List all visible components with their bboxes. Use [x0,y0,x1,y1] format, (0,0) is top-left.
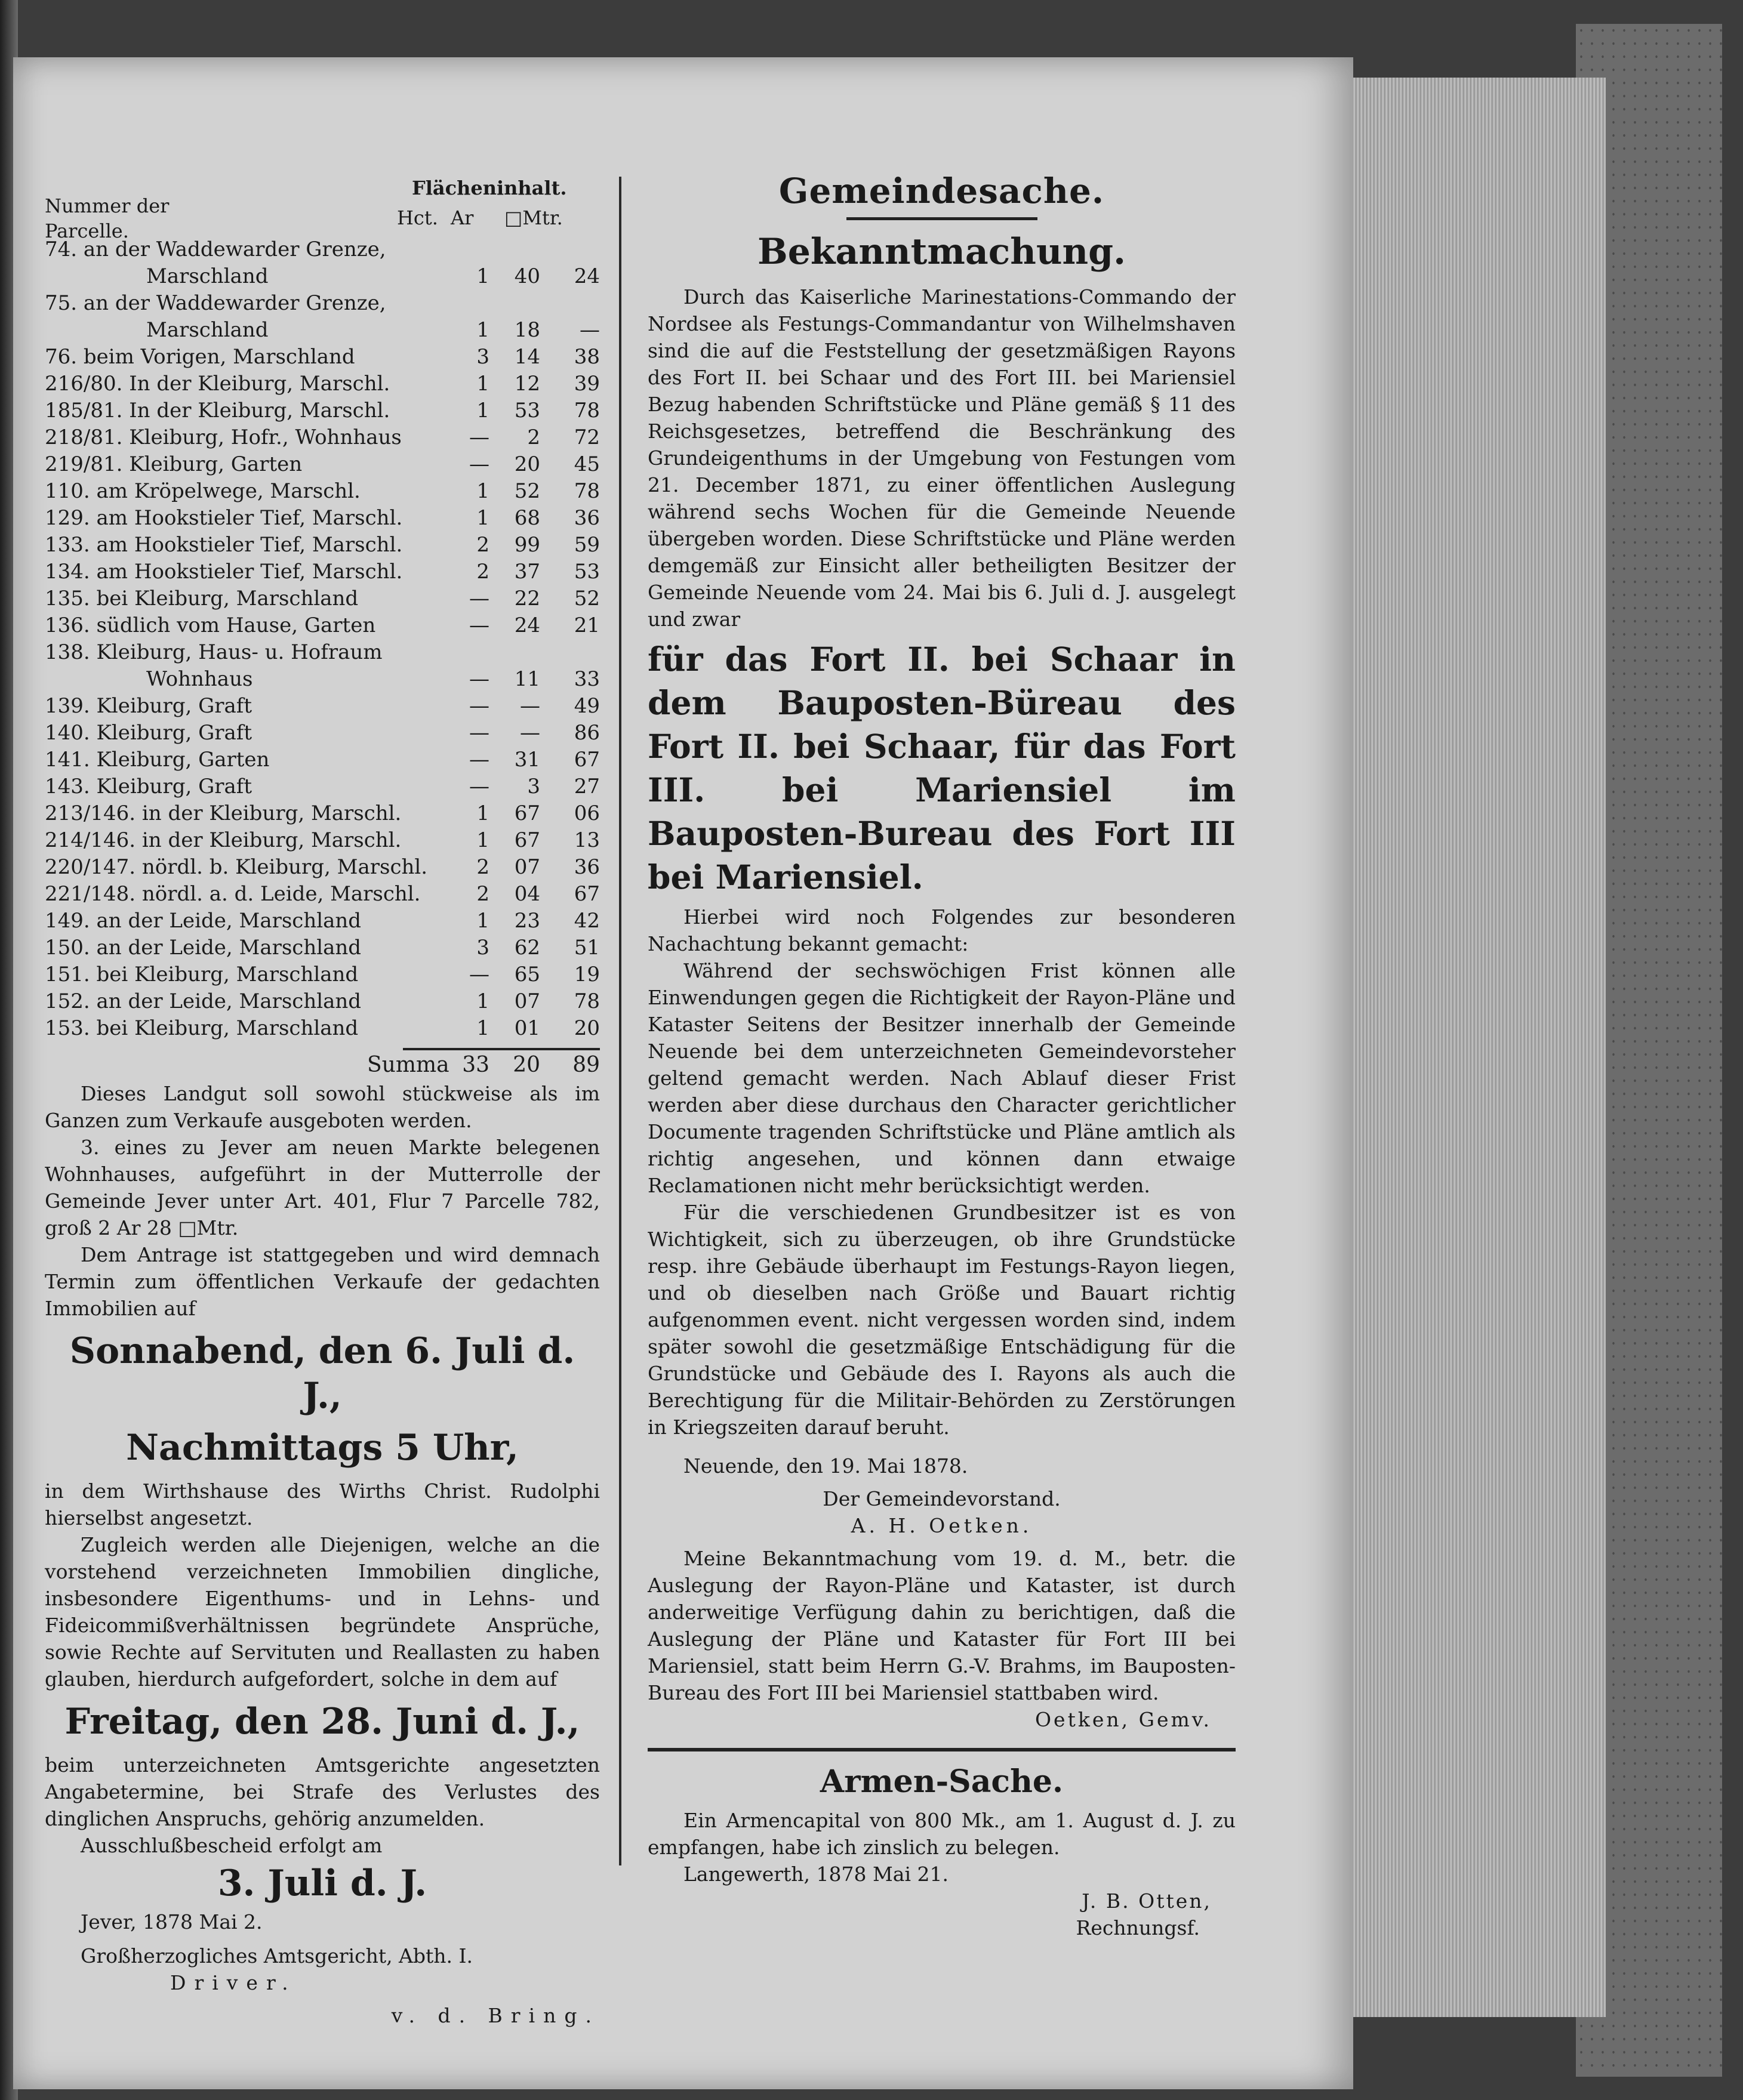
parcel-hct: — [469,667,489,691]
parcel-ar: 11 [514,667,540,691]
parcel-description: 151. bei Kleiburg, Marschland [45,963,359,986]
parcel-ar: 23 [514,909,540,933]
parcel-description: 75. an der Waddewarder Grenze, [45,291,386,315]
parcel-ar: 20 [514,452,540,476]
notice-title: Bekanntmachung. [757,231,1126,273]
col-label-parcel: Parcelle. [45,220,129,242]
parcel-qm: 24 [574,264,600,288]
parcel-ar: — [520,721,540,745]
table-row [45,747,600,773]
exclusion-paragraph: Ausschlußbescheid erfolgt am [81,1834,383,1857]
parcel-description: 76. beim Vorigen, Marschland [45,345,355,369]
parcel-qm: 19 [574,963,600,986]
parcel-description: 140. Kleiburg, Graft [45,721,252,745]
parcel-description: 152. an der Leide, Marschland [45,989,362,1013]
parcel-ar: 53 [514,399,540,423]
parcel-ar: 2 [527,425,540,449]
parcel-hct: — [469,721,489,745]
section-separator [648,1748,1236,1751]
parcel-description: 218/81. Kleiburg, Hofr., Wohnhaus [45,425,402,449]
parcel-qm: 67 [574,882,600,906]
parcel-ar: 67 [514,801,540,825]
arm-role: Rechnungsf. [1076,1916,1200,1939]
parcel-description: 220/147. nördl. b. Kleiburg, Marschl. [45,855,428,879]
parcel-ar: — [520,694,540,718]
correction-signer: Oetken, Gemv. [1034,1708,1212,1731]
parcel-qm: 78 [574,989,600,1013]
left-column [45,177,600,2029]
court-name: Großherzogliches Amtsgericht, Abth. I. [81,1944,473,1968]
parcel-hct: 1 [476,909,489,933]
auction-time: Nachmittags 5 Uhr, [126,1427,519,1469]
parcel-qm: 67 [574,748,600,772]
parcel-hct: — [469,425,489,449]
notice-paragraph-1: Durch das Kaiserliche Marinestations-Commando der Nordsee als Festungs-Commandantur von Wilhelmshaven sind die auf die Feststellung der gesetzmäßigen Rayons des Fort II. bei Schaar und des Fort III. bei Mariensiel Bezug habenden Schriftstücke und Pläne gemäß § 11 des Reichsgesetzes, betreffend die Beschränkung des Grundeigenthums in der Umgebung von Festungen vom 21. December 1871, zu einer öffentlichen Auslegung während sechs Wochen für die Gemeinde Neuende übergeben worden. Diese Schriftstücke und Pläne werden demgemäß zur Einsicht aller betheiligten Besitzer der Gemeinde Neuende vom 24. Mai bis 6. Juli d. J. ausgelegt und zwar [648,285,1236,631]
sum-hct: 33 [462,1053,489,1077]
parcel-description: 135. bei Kleiburg, Marschland [45,587,359,610]
table-row [45,639,600,693]
sum-qm: 89 [572,1053,600,1077]
parcel-hct: 1 [476,372,489,396]
table-row [45,988,600,1015]
parcel-hct: 3 [476,345,489,369]
court-signature-2: v. d. Bring. [391,2004,600,2027]
arm-place-date: Langewerth, 1878 Mai 21. [683,1862,949,1886]
parcel-qm: 20 [574,1016,600,1040]
parcel-qm: 49 [574,694,600,718]
parcel-description: 149. an der Leide, Marschland [45,909,362,933]
parcel-qm: 27 [574,775,600,798]
parcel-qm: 42 [574,909,600,933]
sum-label: Summa [367,1053,449,1077]
table-row [45,800,600,827]
parcel-ar: 40 [514,264,540,288]
unit-labels: Hct. Ar □Mtr. [397,206,563,229]
parcel-hct: — [469,452,489,476]
parcel-hct: 1 [476,801,489,825]
table-row [45,935,600,961]
parcel-hct: 2 [476,855,489,879]
parcel-qm: 53 [574,560,600,584]
parcel-ar: 65 [514,963,540,986]
parcel-hct: 2 [476,560,489,584]
notice-signer: A. H. Oetken. [851,1514,1033,1537]
parcel-qm: 13 [574,828,600,852]
table-row [45,344,600,371]
table-row [45,397,600,424]
section-title: Gemeindesache. [778,171,1105,211]
parcel-ar: 99 [514,533,540,557]
parcel-qm: 33 [574,667,600,691]
parcel-description-cont: Wohnhaus [146,667,253,691]
parcel-hct: — [469,587,489,610]
table-row [45,961,600,988]
parcel-description: 214/146. in der Kleiburg, Marschl. [45,828,402,852]
parcel-description: 134. am Hookstieler Tief, Marschl. [45,560,403,584]
table-row [45,559,600,585]
parcel-description: 129. am Hookstieler Tief, Marschl. [45,506,403,530]
parcel-qm: 06 [574,801,600,825]
parcel-ar: 31 [514,748,540,772]
parcel-table [45,236,600,1042]
parcel-qm: 39 [574,372,600,396]
arm-paragraph: Ein Armencapital von 800 Mk., am 1. August d. J. zu empfangen, habe ich zinslich zu belegen. [648,1809,1236,1859]
parcel-qm: 52 [574,587,600,610]
parcel-ar: 18 [514,318,540,342]
page-stack-edge [1349,78,1606,2017]
parcel-ar: 04 [514,882,540,906]
parcel-table-header [45,177,600,242]
parcel-qm: 45 [574,452,600,476]
parcel-hct: 2 [476,533,489,557]
parcel-hct: — [469,963,489,986]
parcel-qm: 59 [574,533,600,557]
parcel-description: 216/80. In der Kleiburg, Marschl. [45,372,390,396]
arm-title: Armen-Sache. [820,1763,1064,1800]
parcel-description: 153. bei Kleiburg, Marschland [45,1016,359,1040]
termin-paragraph: Dem Antrage ist stattgegeben und wird demnach Termin zum öffentlichen Verkaufe der gedachten Immobilien auf [45,1243,600,1320]
parcel-description-cont: Marschland [146,264,269,288]
exclusion-date: 3. Juli d. J. [217,1862,427,1904]
parcel-hct: — [469,613,489,637]
table-row [45,612,600,639]
claims-date: Freitag, den 28. Juni d. J., [64,1701,580,1743]
parcel-ar: 37 [514,560,540,584]
sum-ar: 20 [513,1053,540,1077]
right-column [648,171,1236,1941]
location-paragraph: in dem Wirthshause des Wirths Christ. Rudolphi hierselbst angesetzt. [45,1479,600,1529]
table-row [45,773,600,800]
table-row [45,532,600,559]
parcel-hct: 1 [476,828,489,852]
arm-signer: J. B. Otten, [1082,1889,1212,1913]
parcel-qm: 78 [574,399,600,423]
parcel-hct: 1 [476,989,489,1013]
parcel-qm: 36 [574,506,600,530]
notice-paragraph-3: Während der sechswöchigen Frist können alle Einwendungen gegen die Richtigkeit der Rayon-Pläne und Kataster Seitens der Besitzer innerhalb der Gemeinde Neuende bei dem unterzeichneten Gemeindevorsteher geltend gemacht werden. Nach Ablauf dieser Frist werden aber diese durchaus den Character gerichtlicher Documente tragenden Schriftstücke und Pläne amtlich als richtig angesehen, und können dann etwaige Reclamationen nicht mehr berücksichtigt werden. [648,959,1236,1197]
correction-paragraph: Meine Bekanntmachung vom 19. d. M., betr. die Auslegung der Rayon-Pläne und Kataster, ist durch anderweitige Verfügung dahin zu berichtigen, daß die Auslegung der Pläne und Kataster für Fort III bei Mariensiel, statt beim Herrn G.-V. Brahms, im Bauposten-Bureau des Fort III bei Mariensiel stattbaben wird. [648,1547,1236,1704]
parcel-hct: — [469,694,489,718]
table-row [45,827,600,854]
sum-row [45,1050,600,1080]
newspaper-page [13,57,1353,2089]
notice-paragraph-4: Für die verschiedenen Grundbesitzer ist es von Wichtigkeit, sich zu überzeugen, ob ihre Grundstücke resp. ihre Gebäude überhaupt im Festungs-Rayon liegen, und ob dieselben nach Größe und Bauart richtig aufgenommen event. nicht vergessen worden sind, indem später sowohl die gesetzmäßige Entschädigung für die Grundstücke und Gebäude des I. Rayons als auch die Berechtigung für die Militair-Behörden zu Zerstörungen in Kriegszeiten darauf beruht. [648,1201,1236,1439]
parcel-ar: 62 [514,936,540,960]
parcel-ar: 52 [514,479,540,503]
notice-office: Der Gemeindevorstand. [823,1487,1061,1510]
parcel-ar: 07 [514,855,540,879]
table-row [45,505,600,532]
sale-paragraph: Dieses Landgut soll sowohl stückweise als im Ganzen zum Verkaufe ausgeboten werden. [45,1082,600,1132]
table-row [45,451,600,478]
parcel-ar: 68 [514,506,540,530]
column-divider [619,177,621,1865]
parcel-hct: 1 [476,399,489,423]
parcel-ar: 07 [514,989,540,1013]
table-row [45,236,600,290]
table-row [45,478,600,505]
parcel-description: 213/146. in der Kleiburg, Marschl. [45,801,402,825]
notice-place-date: Neuende, den 19. Mai 1878. [683,1454,968,1478]
claims-paragraph: Zugleich werden alle Diejenigen, welche an die vorstehend verzeichneten Immobilien dingliche, insbesondere Eigenthums- und in Lehns- und Fideicommißverhältnissen begründete Ansprüche, sowie Rechte auf Servituten und Reallasten zu haben glauben, hierdurch aufgefordert, solche in dem auf [45,1533,600,1691]
table-row [45,720,600,747]
left-place-date: Jever, 1878 Mai 2. [81,1910,263,1934]
parcel-qm: 21 [574,613,600,637]
parcel-ar: 67 [514,828,540,852]
parcel-description: 139. Kleiburg, Graft [45,694,252,718]
parcel-description: 138. Kleiburg, Haus- u. Hofraum [45,640,383,664]
parcel-hct: 1 [476,506,489,530]
parcel-qm: 78 [574,479,600,503]
parcel-hct: 2 [476,882,489,906]
table-row [45,371,600,397]
parcel-qm: 72 [574,425,600,449]
parcel-description: 110. am Kröpelwege, Marschl. [45,479,361,503]
court-signature-1: Driver. [170,1971,297,1994]
notice-bold-locations: für das Fort II. bei Schaar in dem Bauposten-Büreau des Fort II. bei Schaar, für das Fort III. bei Mariensiel im Bauposten-Bureau des Fort III bei Mariensiel. [648,640,1236,896]
parcel-description: 133. am Hookstieler Tief, Marschl. [45,533,403,557]
parcel-description: 185/81. In der Kleiburg, Marschl. [45,399,390,423]
parcel-description: 74. an der Waddewarder Grenze, [45,238,386,261]
parcel-ar: 3 [527,775,540,798]
parcel-qm: 86 [574,721,600,745]
house-paragraph: 3. eines zu Jever am neuen Markte belegenen Wohnhauses, aufgeführt in der Mutterrolle der Gemeinde Jever unter Art. 401, Flur 7 Parcelle 782, groß 2 Ar 28 □Mtr. [45,1136,600,1239]
parcel-hct: 1 [476,318,489,342]
section-title-rule [846,217,1037,220]
parcel-description: 219/81. Kleiburg, Garten [45,452,303,476]
auction-date: Sonnabend, den 6. Juli d. J., [69,1330,575,1417]
parcel-description: 141. Kleiburg, Garten [45,748,270,772]
penalty-paragraph: beim unterzeichneten Amtsgerichte angesetzten Angabetermine, bei Strafe des Verlustes des dinglichen Anspruchs, gehörig anzumelden. [45,1753,600,1830]
table-row [45,424,600,451]
table-row [45,693,600,720]
table-row [45,854,600,881]
parcel-description: 221/148. nördl. a. d. Leide, Marschl. [45,882,421,906]
parcel-ar: 22 [514,587,540,610]
parcel-description-cont: Marschland [146,318,269,342]
parcel-description: 136. südlich vom Hause, Garten [45,613,376,637]
table-row [45,1015,600,1042]
parcel-description: 150. an der Leide, Marschland [45,936,362,960]
parcel-qm: 51 [574,936,600,960]
parcel-qm: 36 [574,855,600,879]
area-label: Flächeninhalt. [412,177,567,199]
table-row [45,585,600,612]
table-row [45,908,600,935]
parcel-hct: 1 [476,1016,489,1040]
parcel-ar: 12 [514,372,540,396]
parcel-qm: — [580,318,600,342]
parcel-qm: 38 [574,345,600,369]
parcel-description: 143. Kleiburg, Graft [45,775,252,798]
col-label-number: Nummer der [45,195,170,217]
parcel-hct: 1 [476,264,489,288]
notice-paragraph-2: Hierbei wird noch Folgendes zur besonderen Nachachtung bekannt gemacht: [648,905,1236,955]
parcel-hct: — [469,748,489,772]
table-row [45,881,600,908]
parcel-hct: 3 [476,936,489,960]
parcel-hct: 1 [476,479,489,503]
parcel-ar: 14 [514,345,540,369]
parcel-hct: — [469,775,489,798]
parcel-ar: 01 [514,1016,540,1040]
parcel-ar: 24 [514,613,540,637]
table-row [45,290,600,344]
